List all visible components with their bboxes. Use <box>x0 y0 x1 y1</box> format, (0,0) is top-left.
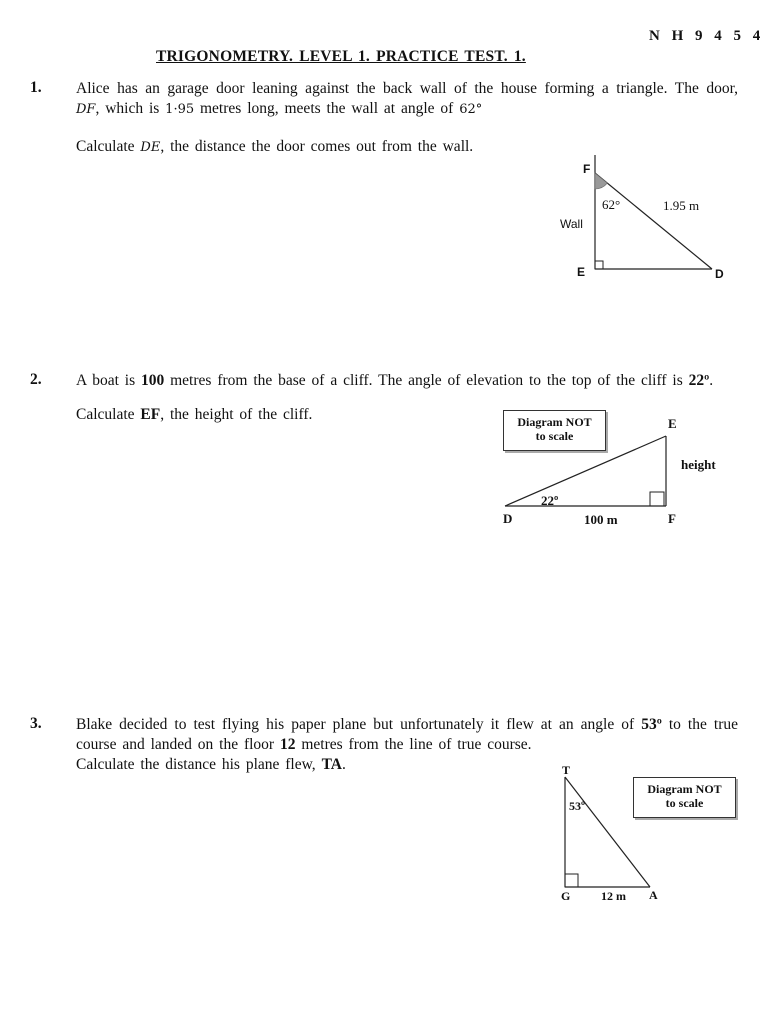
q3-calc-var: TA <box>321 756 342 773</box>
q3-note-line2: to scale <box>665 796 704 810</box>
q1-label-e: E <box>577 265 586 279</box>
q2-calc-var: EF <box>140 406 161 423</box>
q3-text-b: to the true course and landed on the floor <box>76 716 738 753</box>
q3-right-angle-mark <box>565 874 578 887</box>
q2-note-line1: Diagram NOT <box>517 415 592 429</box>
question-1-text <box>76 79 738 158</box>
q3-distance: 12 <box>279 736 296 753</box>
q2-triangle-diagram <box>495 410 735 535</box>
question-2-number: 2. <box>30 371 42 388</box>
q3-angle-label: 53º <box>569 799 585 813</box>
q1-text-b: , which is <box>95 100 166 117</box>
q2-calc-b: , the height of the cliff. <box>160 406 313 423</box>
q2-text-a: A boat is <box>76 372 141 389</box>
question-1-number: 1. <box>30 79 42 96</box>
q1-length: 1·95 <box>165 102 195 117</box>
q2-label-f: F <box>668 511 676 526</box>
q3-text-a: Blake decided to test flying his paper plane but unfortunately it flew at an angle of <box>76 716 642 733</box>
q1-angle: 62° <box>459 102 483 117</box>
q2-label-d: D <box>503 511 513 526</box>
q1-label-f: F <box>583 162 591 176</box>
q3-label-t: T <box>562 763 571 777</box>
q2-height-label: height <box>681 457 716 472</box>
q1-calc-b: , the distance the door comes out from the wall. <box>160 138 474 155</box>
q2-right-angle-mark <box>650 492 664 506</box>
q2-hypotenuse-line <box>505 436 666 506</box>
q1-triangle-diagram <box>550 155 740 285</box>
q3-label-g: G <box>561 889 571 903</box>
q1-calc-var: DE <box>140 140 161 155</box>
q3-triangle-diagram <box>555 762 675 907</box>
q1-wall-label: Wall <box>560 217 583 231</box>
q2-text-b: metres from the base of a cliff. The angle of elevation to the top of the cliff is <box>164 372 689 389</box>
q3-calc-b: . <box>341 756 346 773</box>
q1-hypotenuse-label: 1.95 m <box>663 198 700 213</box>
q1-right-angle-mark <box>595 261 603 269</box>
q1-text-c: metres long, meets the wall at angle of <box>194 100 460 117</box>
q2-angle: 22º <box>688 372 710 389</box>
q1-door-var: DF <box>76 102 96 117</box>
q2-text-c: . <box>709 372 714 389</box>
q2-angle-label: 22º <box>541 493 559 508</box>
q3-calc-a: Calculate the distance his plane flew, <box>76 756 322 773</box>
q3-label-a: A <box>649 888 658 902</box>
q3-flight-line <box>565 777 650 887</box>
page-title: TRIGONOMETRY. LEVEL 1. PRACTICE TEST. 1. <box>156 48 526 65</box>
q3-angle: 53º <box>641 716 662 733</box>
q1-label-d: D <box>715 267 724 281</box>
q3-text-c: metres from the line of true course. <box>295 736 532 753</box>
q2-calc-a: Calculate <box>76 406 141 423</box>
q1-door-line <box>595 173 712 269</box>
q1-text-a: Alice has an garage door leaning against the back wall of the house forming a triangle. The door, <box>76 80 738 97</box>
q2-label-e: E <box>668 416 677 431</box>
q2-base-label: 100 m <box>584 512 618 527</box>
q3-base-label: 12 m <box>601 889 626 903</box>
q2-note-line2: to scale <box>535 429 574 443</box>
q2-distance: 100 <box>141 372 165 389</box>
q1-calc-a: Calculate <box>76 138 141 155</box>
question-3-number: 3. <box>30 715 42 732</box>
document-code: N H 9 4 5 4 <box>649 28 765 44</box>
q1-angle-label: 62° <box>602 197 621 212</box>
q3-note-line1: Diagram NOT <box>647 782 722 796</box>
